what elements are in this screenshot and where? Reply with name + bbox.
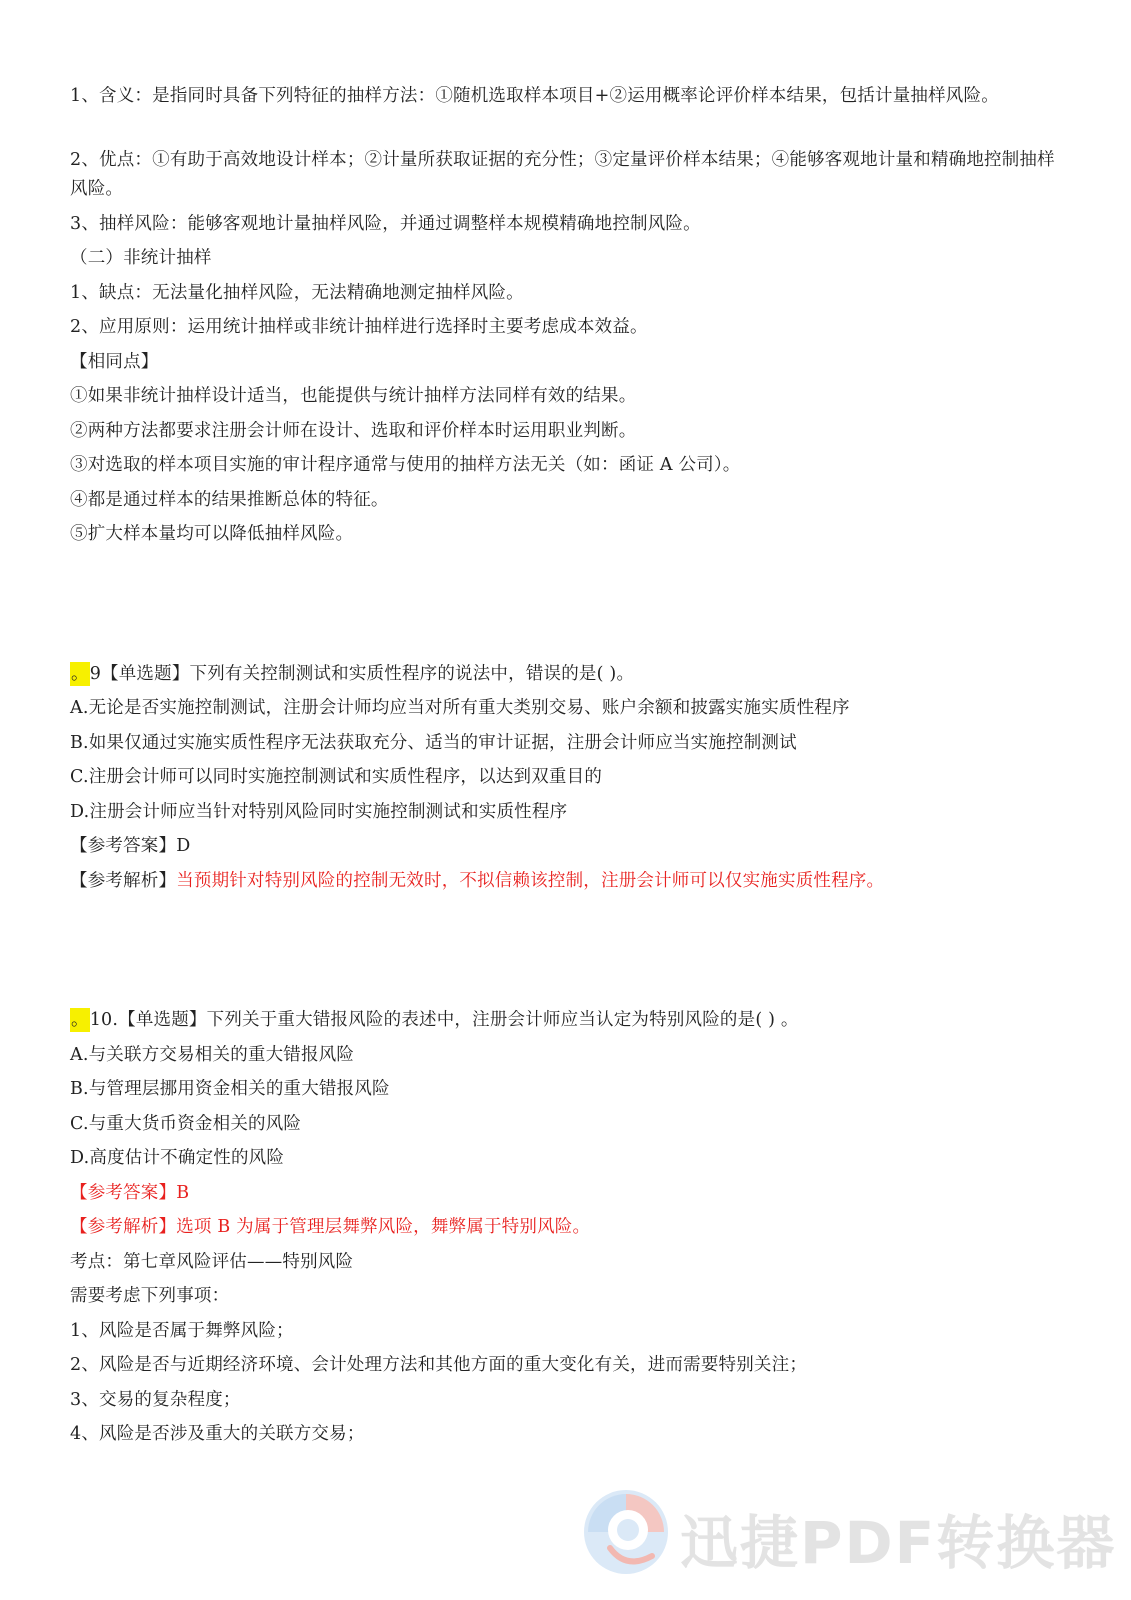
question-10-text: 10.【单选题】下列关于重大错报风险的表述中，注册会计师应当认定为特别风险的是( ) 。 xyxy=(89,1010,799,1030)
pdf-converter-logo-icon xyxy=(580,1486,672,1578)
definition-line: 1、含义：是指同时具备下列特征的抽样方法：①随机选取样本项目+②运用概率论评价样本结果，包括计量抽样风险。 xyxy=(70,86,999,106)
question-9-text: 9【单选题】下列有关控制测试和实质性程序的说法中，错误的是( )。 xyxy=(89,664,635,684)
disadvantage-line: 1、缺点：无法量化抽样风险，无法精确地测定抽样风险。 xyxy=(70,283,524,303)
question-10-title xyxy=(70,1006,1070,1035)
q9-answer: 【参考答案】D xyxy=(70,836,191,856)
q9-analysis-text: 当预期针对特别风险的控制无效时，不拟信赖该控制，注册会计师可以仅实施实质性程序。 xyxy=(176,871,885,891)
q9-option-c: C.注册会计师可以同时实施控制测试和实质性程序，以达到双重目的 xyxy=(70,767,603,787)
consider-item: 2、风险是否与近期经济环境、会计处理方法和其他方面的重大变化有关，进而需要特别关注； xyxy=(70,1355,808,1375)
q9-option-a: A.无论是否实施控制测试，注册会计师均应当对所有重大类别交易、账户余额和披露实施实质性程序 xyxy=(70,698,850,718)
sampling-risk-line: 3、抽样风险：能够客观地计量抽样风险，并通过调整样本规模精确地控制风险。 xyxy=(70,214,701,234)
similarity-item: ④都是通过样本的结果推断总体的特征。 xyxy=(70,490,389,510)
q10-exam-point: 考点：第七章风险评估——特别风险 xyxy=(70,1252,354,1272)
advantages-line: 2、优点：①有助于高效地设计样本；②计量所获取证据的充分性；③定量评价样本结果；④能够客观地计量和精确地控制抽样风险。 xyxy=(70,150,1055,199)
question-9-title xyxy=(70,660,1070,689)
q10-option-d: D.高度估计不确定性的风险 xyxy=(70,1148,285,1168)
similarity-item: ⑤扩大样本量均可以降低抽样风险。 xyxy=(70,524,354,544)
q10-answer: 【参考答案】B xyxy=(70,1183,190,1203)
similarities-heading: 【相同点】 xyxy=(70,352,159,372)
q9-option-b: B.如果仅通过实施实质性程序无法获取充分、适当的审计证据，注册会计师应当实施控制测试 xyxy=(70,733,797,753)
subheading-non-statistical: （二）非统计抽样 xyxy=(70,248,212,268)
similarity-item: ②两种方法都要求注册会计师在设计、选取和评价样本时运用职业判断。 xyxy=(70,421,637,441)
highlight-marker: 。 xyxy=(71,664,89,684)
q10-option-b: B.与管理层挪用资金相关的重大错报风险 xyxy=(70,1079,390,1099)
q9-analysis-label: 【参考解析】 xyxy=(70,871,177,891)
highlight-marker: 。 xyxy=(71,1010,89,1030)
consider-item: 4、风险是否涉及重大的关联方交易； xyxy=(70,1424,365,1444)
watermark xyxy=(580,1486,1117,1582)
q10-consider-heading: 需要考虑下列事项： xyxy=(70,1286,230,1306)
q9-analysis xyxy=(70,867,1070,896)
q10-option-a: A.与关联方交易相关的重大错报风险 xyxy=(70,1045,355,1065)
consider-item: 1、风险是否属于舞弊风险； xyxy=(70,1321,294,1341)
principle-line: 2、应用原则：运用统计抽样或非统计抽样进行选择时主要考虑成本效益。 xyxy=(70,317,648,337)
q10-option-c: C.与重大货币资金相关的风险 xyxy=(70,1114,302,1134)
similarity-item: ③对选取的样本项目实施的审计程序通常与使用的抽样方法无关（如：函证 A 公司）。 xyxy=(70,455,741,475)
watermark-text: 迅捷PDF转换器 xyxy=(680,1509,1117,1577)
similarity-item: ①如果非统计抽样设计适当，也能提供与统计抽样方法同样有效的结果。 xyxy=(70,386,637,406)
q9-option-d: D.注册会计师应当针对特别风险同时实施控制测试和实质性程序 xyxy=(70,802,568,822)
q10-analysis: 【参考解析】选项 B 为属于管理层舞弊风险，舞弊属于特别风险。 xyxy=(70,1217,591,1237)
consider-item: 3、交易的复杂程度； xyxy=(70,1390,241,1410)
